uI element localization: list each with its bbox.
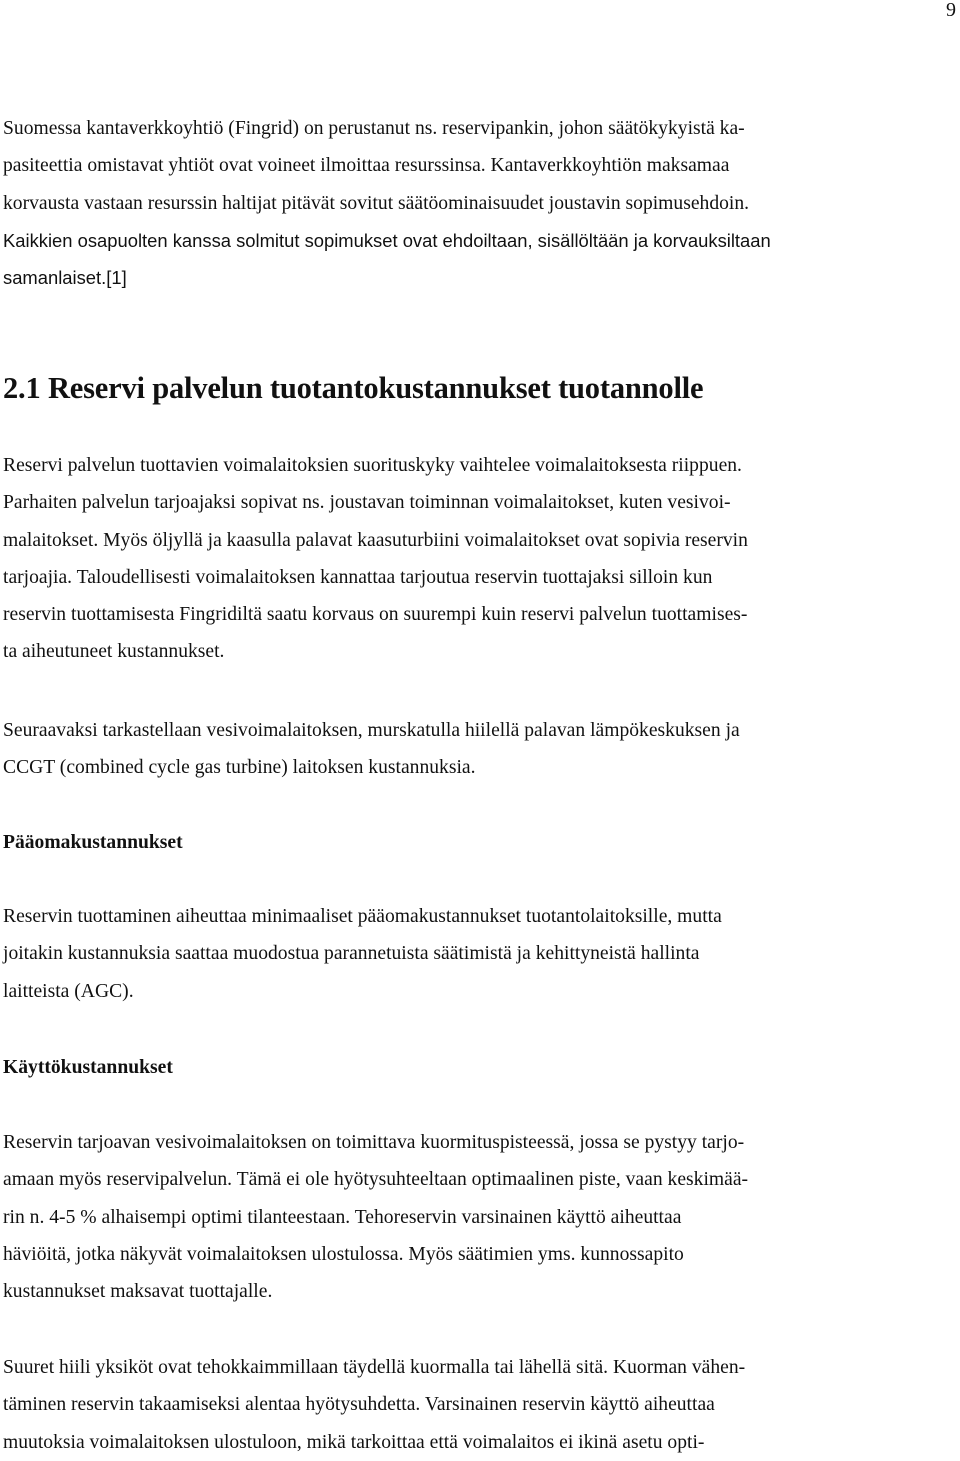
subheading-capital-costs: Pääomakustannukset [3, 832, 183, 853]
paragraph-intro [3, 110, 771, 296]
text-line: joitakin kustannuksia saattaa muodostua parannetuista säätimistä ja kehittyneistä hallinta [3, 943, 700, 965]
paragraph-next-review [3, 712, 740, 787]
paragraph-operating-costs [3, 1124, 748, 1310]
text-line: Kaikkien osapuolten kanssa solmitut sopimukset ovat ehdoiltaan, sisällöltään ja korvauksiltaan [3, 229, 771, 251]
text-line: tarjoajia. Taloudellisesti voimalaitoksen kannattaa tarjoutua reservin tuottajaksi silloin kun [3, 566, 713, 588]
text-line: malaitokset. Myös öljyllä ja kaasulla palavat kaasuturbiini voimalaitokset ovat sopivia reservin [3, 529, 748, 551]
text-line: pasiteettia omistavat yhtiöt ovat voineet ilmoittaa resurssinsa. Kantaverkkoyhtiön maksamaa [3, 155, 730, 177]
paragraph-coal-units [3, 1349, 745, 1461]
text-line: täminen reservin takaamiseksi alentaa hyötysuhdetta. Varsinainen reservin käyttö aiheuttaa [3, 1394, 715, 1416]
text-line: häviöitä, jotka näkyvät voimalaitoksen ulostulossa. Myös säätimien yms. kunnossapito [3, 1243, 684, 1265]
text-line: rin n. 4-5 % alhaisempi optimi tilanteestaan. Tehoreservin varsinainen käyttö aiheuttaa [3, 1206, 682, 1228]
text-line: CCGT (combined cycle gas turbine) laitoksen kustannuksia. [3, 757, 476, 779]
text-line: Suuret hiili yksiköt ovat tehokkaimmillaan täydellä kuormalla tai lähellä sitä. Kuorman vähen- [3, 1357, 746, 1378]
page-number: 9 [946, 0, 956, 21]
text-line: ta aiheutuneet kustannukset. [3, 641, 225, 663]
text-line: Suomessa kantaverkkoyhtiö (Fingrid) on perustanut ns. reservipankin, johon säätökykyistä ka- [3, 118, 745, 139]
text-line: kustannukset maksavat tuottajalle. [3, 1281, 273, 1303]
text-line: Reservi palvelun tuottavien voimalaitoksien suorituskyky vaihtelee voimalaitoksesta riippuen. [3, 455, 742, 476]
text-line: laitteista (AGC). [3, 980, 134, 1002]
text-line: Reservin tarjoavan vesivoimalaitoksen on toimittava kuormituspisteessä, jossa se pystyy tarjo- [3, 1132, 745, 1153]
text-line: amaan myös reservipalvelun. Tämä ei ole hyötysuhteeltaan optimaalinen piste, vaan keskimää- [3, 1169, 749, 1191]
text-line: muutoksia voimalaitoksen ulostuloon, mikä tarkoittaa että voimalaitos ei ikinä asetu opti- [3, 1431, 705, 1453]
section-heading: 2.1 Reservi palvelun tuotantokustannukset tuotannolle [3, 371, 704, 405]
text-line: Reservin tuottaminen aiheuttaa minimaaliset pääomakustannukset tuotantolaitoksille, mutta [3, 906, 722, 927]
text-line: samanlaiset.[1] [3, 267, 127, 289]
paragraph-reserve-service [3, 447, 748, 671]
paragraph-capital-costs [3, 898, 722, 1010]
text-line: reservin tuottamisesta Fingridiltä saatu korvaus on suurempi kuin reservi palvelun tuottamises- [3, 604, 748, 626]
text-line: korvausta vastaan resurssin haltijat pitävät sovitut säätöominaisuudet joustavin sopimusehdoin. [3, 192, 750, 214]
text-line: Parhaiten palvelun tarjoajaksi sopivat ns. joustavan toiminnan voimalaitokset, kuten vesivoi- [3, 492, 731, 514]
subheading-operating-costs: Käyttökustannukset [3, 1057, 173, 1078]
text-line: Seuraavaksi tarkastellaan vesivoimalaitoksen, murskatulla hiilellä palavan lämpökeskuksen ja [3, 720, 740, 741]
